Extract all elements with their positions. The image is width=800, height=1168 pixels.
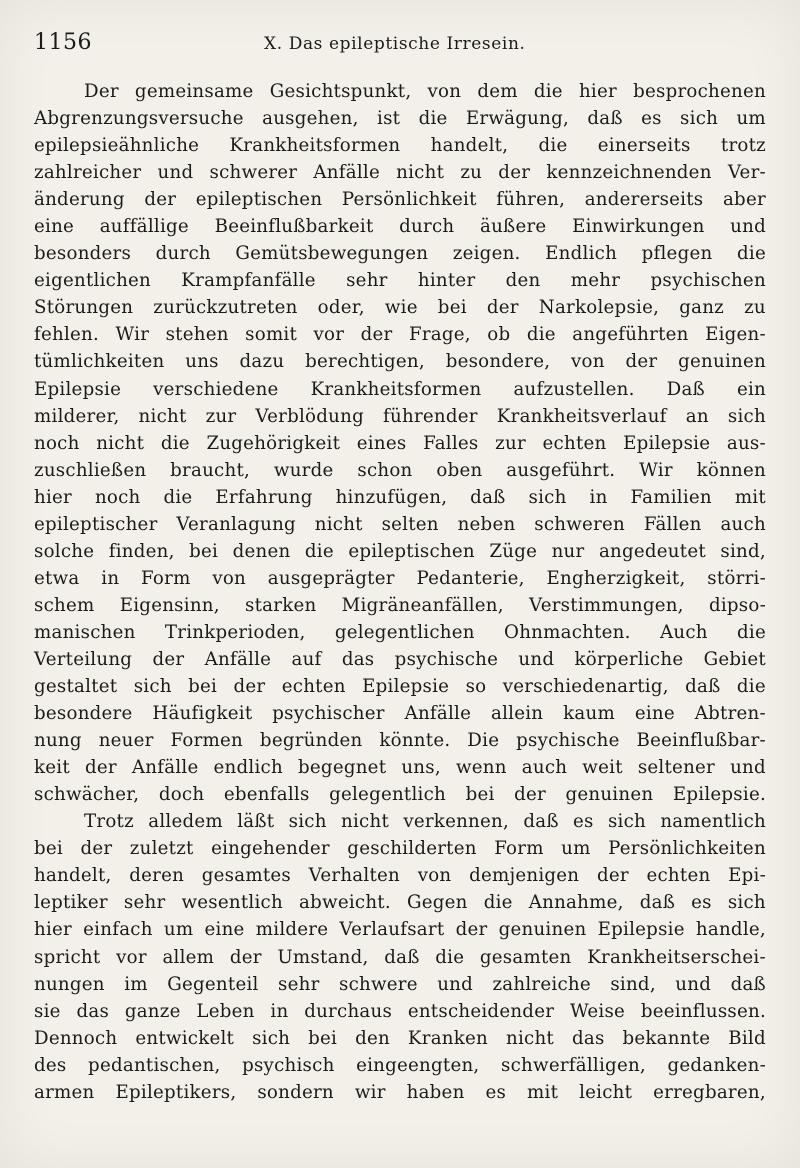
text-line: handelt, deren gesamtes Verhalten von demjenigen der echten Epi- (34, 865, 766, 887)
text-line: zuschließen braucht, wurde schon oben ausgeführt. Wir können (34, 459, 766, 481)
text-line: des pedantischen, psychisch eingeengten, schwerfälligen, gedanken- (34, 1054, 766, 1076)
text-line: Abgrenzungsversuche ausgehen, ist die Erwägung, daß es sich um (34, 108, 766, 130)
text-line: manischen Trinkperioden, gelegentlichen Ohnmachten. Auch die (34, 621, 766, 643)
text-line: Dennoch entwickelt sich bei den Kranken nicht das bekannte Bild (34, 1027, 766, 1049)
text-line: etwa in Form von ausgeprägter Pedanterie, Engherzigkeit, störri- (34, 567, 766, 589)
text-line: besondere Häufigkeit psychischer Anfälle allein kaum eine Abtren- (34, 703, 766, 725)
text-line: bei der zuletzt eingehender geschilderten Form um Persönlichkeiten (34, 838, 766, 860)
text-line: milderer, nicht zur Verblödung führender Krankheitsverlauf an sich (34, 405, 766, 427)
text-line: gestaltet sich bei der echten Epilepsie so verschiedenartig, daß die (34, 676, 766, 698)
text-line: keit der Anfälle endlich begegnet uns, wenn auch weit seltener und (34, 757, 766, 779)
text-line: Störungen zurückzutreten oder, wie bei der Narkolepsie, ganz zu (34, 297, 766, 319)
body-text (34, 78, 766, 1106)
text-line: besonders durch Gemütsbewegungen zeigen. Endlich pflegen die (34, 243, 766, 265)
text-line: änderung der epileptischen Persönlichkeit führen, andererseits aber (34, 189, 766, 211)
text-line: solche finden, bei denen die epileptischen Züge nur angedeutet sind, (34, 540, 766, 562)
text-line: eine auffällige Beeinflußbarkeit durch äußere Einwirkungen und (34, 216, 766, 238)
text-line: hier einfach um eine mildere Verlaufsart der genuinen Epilepsie handle, (34, 919, 766, 941)
text-line: nungen im Gegenteil sehr schwere und zahlreiche sind, und daß (34, 973, 766, 995)
text-line: noch nicht die Zugehörigkeit eines Falles zur echten Epilepsie aus- (34, 432, 766, 454)
text-line: Der gemeinsame Gesichtspunkt, von dem die hier besprochenen (84, 81, 766, 102)
text-line: schem Eigensinn, starken Migräneanfällen, Verstimmungen, dipso- (34, 594, 766, 616)
text-line: sie das ganze Leben in durchaus entscheidender Weise beeinflussen. (34, 1000, 766, 1022)
text-line: eigentlichen Krampfanfälle sehr hinter den mehr psychischen (34, 270, 766, 292)
text-line: Trotz alledem läßt sich nicht verkennen, daß es sich namentlich (84, 811, 766, 833)
text-line: fehlen. Wir stehen somit vor der Frage, ob die angeführten Eigen- (34, 324, 766, 346)
text-line: nung neuer Formen begründen könnte. Die psychische Beeinflußbar- (34, 730, 766, 752)
text-line: tümlichkeiten uns dazu berechtigen, besondere, von der genuinen (34, 351, 766, 373)
text-line: epilepsieähnliche Krankheitsformen handelt, die einerseits trotz (34, 135, 766, 157)
text-line: Epilepsie verschiedene Krankheitsformen aufzustellen. Daß ein (34, 378, 766, 400)
text-line: leptiker sehr wesentlich abweicht. Gegen die Annahme, daß es sich (34, 892, 766, 914)
text-line: epileptischer Veranlagung nicht selten neben schweren Fällen auch (34, 513, 766, 535)
page-header (34, 30, 766, 66)
text-line: armen Epileptikers, sondern wir haben es mit leicht erregbaren, (34, 1081, 766, 1103)
page-number: 1156 (34, 30, 92, 55)
text-line: schwächer, doch ebenfalls gelegentlich bei der genuinen Epilepsie. (34, 784, 766, 806)
text-line: spricht vor allem der Umstand, daß die gesamten Krankheitserschei- (34, 946, 766, 968)
running-head: X. Das epileptische Irresein. (264, 34, 526, 54)
text-line: Verteilung der Anfälle auf das psychische und körperliche Gebiet (34, 648, 766, 670)
text-line: zahlreicher und schwerer Anfälle nicht zu der kennzeichnenden Ver- (34, 162, 766, 184)
text-line: hier noch die Erfahrung hinzufügen, daß sich in Familien mit (34, 486, 766, 508)
